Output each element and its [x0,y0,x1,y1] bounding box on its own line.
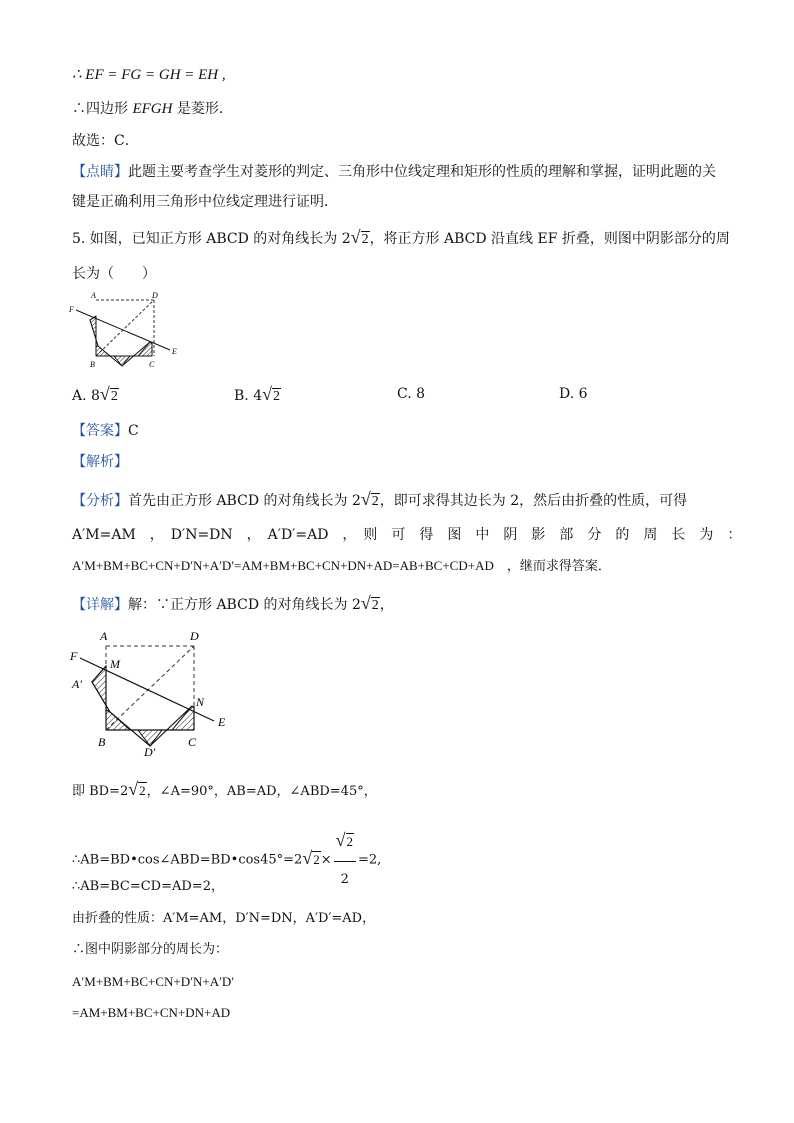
solution-text-2c: =2, [358,852,382,868]
solution-line-6 [72,973,234,992]
fenxi-line-1 [72,490,687,511]
line-choose [72,132,139,150]
solution-line-7 [72,1004,230,1023]
solution-text-2a: ∴AB=BD•cos∠ABD=BD•cos45°=2 [72,852,303,868]
figure-1-square-fold [66,288,186,372]
detail-line-1 [72,594,394,615]
fenxi-text-3b: ，继而求得答案． [506,559,611,574]
fig2-label-e: E [218,715,226,729]
solution-text-1b: ，∠A=90°，AB=AD，∠ABD=45°， [146,784,377,799]
fig2-label-m: M [110,657,120,671]
line-conclusion-equal-text: ∴ EF = FG = GH = EH , [72,67,226,83]
fig1-label-c: C [149,360,155,369]
fig2-label-d1: D′ [144,745,156,756]
solution-line-5 [72,941,228,959]
fig1-label-f: F [69,305,74,314]
solution-text-6: A′M+BM+BC+CN+D′N+A′D′ [72,974,235,989]
solution-text-3: ∴AB=BC=CD=AD=2， [72,879,224,894]
answer-line [72,422,139,440]
question-line-2 [72,265,156,283]
question-text-2: 长为（ ） [72,266,156,282]
option-d-label: D. 6 [559,386,588,402]
dianjing-text-2: 键是正确利用三角形中位线定理进行证明． [72,194,338,210]
fig2-label-a1: A′ [72,677,82,691]
fenxi-line-2 [72,526,741,544]
detail-tag: 【详解】 [72,597,128,613]
option-b[interactable] [234,384,281,405]
fig2-shade-b [106,710,130,730]
fig2-label-n: N [196,695,205,709]
option-a-sqrt: √2 [99,384,118,404]
line-rhombus-a: ∴四边形 [72,101,133,117]
figure-2-square-fold-detail [64,626,234,756]
detail-text-1a: 解：∵正方形 ABCD 的对角线长为 2 [128,597,361,613]
fig2-shade-a1 [92,666,110,712]
fig1-label-b: B [90,360,95,369]
fig1-fold-line [76,310,170,350]
solution-text-4: 由折叠的性质：A′M=AM，D′N=DN，A′D′=AD， [72,911,376,926]
solution-fraction [334,822,356,898]
answer-tag: 【答案】 [72,423,128,439]
fig1-label-d: D [152,291,158,300]
option-c[interactable] [397,386,425,402]
fig2-label-b: B [98,735,106,749]
solution-line-1 [72,780,377,801]
fig1-shade-right [138,342,152,356]
fenxi-sqrt: √2 [360,489,379,509]
question-text-1b: ，将正方形 ABCD 沿直线 EF 折叠，则图中阴影部分的周 [369,231,730,247]
fig2-label-d: D [190,629,199,643]
detail-sqrt: √2 [360,593,379,613]
option-b-label: B. 4 [234,388,263,404]
fig1-shade-bottom-left [96,346,110,356]
fig2-label-f: F [70,649,78,663]
fenxi-tag: 【分析】 [72,493,128,509]
analysis-tag: 【解析】 [72,454,128,470]
detail-text-1b: ， [379,597,394,613]
fenxi-text-1b: ，即可求得其边长为 2，然后由折叠的性质，可得 [379,493,688,509]
fraction-denominator: 2 [340,872,349,887]
solution-sqrt-2: √2 [302,847,320,868]
line-dianjing-2 [72,193,338,211]
sqrt-2: √2 [350,227,369,247]
analysis-line [72,453,128,471]
question-text-1a: 5. 如图，已知正方形 ABCD 的对角线长为 2 [72,231,351,247]
dianjing-text: 此题主要考查学生对菱形的判定、三角形中位线定理和矩形的性质的理解和掌握，证明此题的关 [128,164,716,180]
solution-text-7: =AM+BM+BC+CN+DN+AD [72,1005,231,1020]
solution-text-2b: × [320,852,332,868]
option-d[interactable] [559,386,588,402]
fraction-sqrt: √2 [335,830,353,850]
line-rhombus-c: 是菱形． [172,101,233,117]
line-conclusion-equal [72,66,226,84]
fig1-shade-left [90,316,98,346]
dianjing-tag: 【点睛】 [72,164,128,180]
solution-line-4 [72,910,375,928]
fenxi-line-3 [72,557,611,576]
fenxi-text-3a: A′M+BM+BC+CN+D′N+A′D′=AM+BM+BC+CN+DN+AD=AB+BC+CD+AD [72,558,494,573]
fig2-shade-c [172,706,194,730]
option-b-sqrt: √2 [262,384,280,404]
line-rhombus-b: EFGH [132,101,173,117]
option-a-label: A. 8 [72,388,100,404]
line-dianjing [72,163,716,181]
option-c-label: C. 8 [397,386,426,402]
fig2-label-c: C [188,735,197,749]
fenxi-text-1a: 首先由正方形 ABCD 的对角线长为 2 [128,493,361,509]
fig2-label-a: A [100,629,108,643]
line-choose-text: 故选：C． [72,133,139,149]
solution-line-3 [72,878,224,896]
line-rhombus [72,100,233,118]
fig1-label-e: E [172,347,177,356]
question-line-1 [72,228,730,249]
solution-sqrt-1: √2 [128,779,146,799]
solution-text-1a: 即 BD=2 [72,784,129,799]
solution-text-5: ∴图中阴影部分的周长为： [72,942,229,957]
fig1-label-a: A [91,291,96,300]
fenxi-text-2: A′M=AM ， D′N=DN ， A′D′=AD ， 则 可 得 图 中 阴 影 部 分 的 周 长 为 ： [72,527,742,543]
option-a[interactable] [72,384,119,405]
answer-value: C [128,423,139,439]
